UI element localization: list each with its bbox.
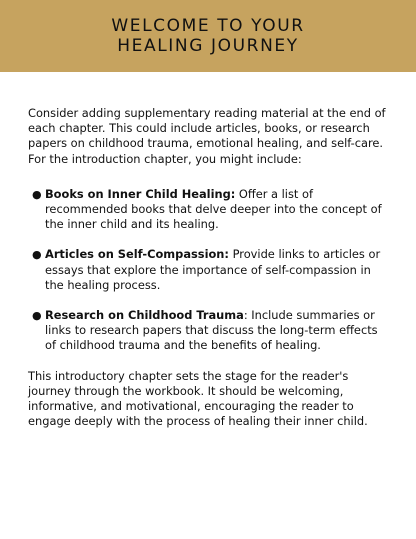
- intro-paragraph: Consider adding supplementary reading material at the end of each chapter. This could include articles, books, or research papers on childhood trauma, emotional healing, and self-care. For the introduction chapter, you might include:: [28, 106, 386, 166]
- list-item-title: Articles on Self-Compassion:: [45, 247, 229, 262]
- page-title-line-1: WELCOME TO YOUR: [111, 16, 305, 36]
- list-item: [28, 308, 392, 354]
- document-body: [28, 106, 392, 429]
- reading-material-list: [28, 187, 392, 354]
- closing-paragraph: This introductory chapter sets the stage for the reader's journey through the workbook. It should be welcoming, informative, and motivational, encouraging the reader to engage deeply with the process of healing their inner child.: [28, 368, 368, 429]
- bullet-icon: ●: [32, 187, 42, 201]
- list-item: [28, 187, 392, 233]
- page-header-banner: [0, 0, 416, 72]
- list-item-text: Offer a list of recommended books that delve deeper into the concept of the inner child and its healing.: [45, 186, 382, 232]
- page-title-line-2: HEALING JOURNEY: [117, 36, 299, 56]
- list-item-title: Books on Inner Child Healing:: [45, 186, 236, 201]
- list-item-text: : Include summaries or links to research papers that discuss the long-term effects of childhood trauma and the benefits of healing.: [45, 308, 378, 353]
- bullet-icon: ●: [32, 248, 42, 262]
- list-item-text: Provide links to articles or essays that explore the importance of self-compassion in the healing process.: [45, 247, 381, 292]
- bullet-icon: ●: [32, 309, 42, 323]
- list-item: [28, 247, 392, 293]
- list-item-title: Research on Childhood Trauma: [45, 308, 244, 323]
